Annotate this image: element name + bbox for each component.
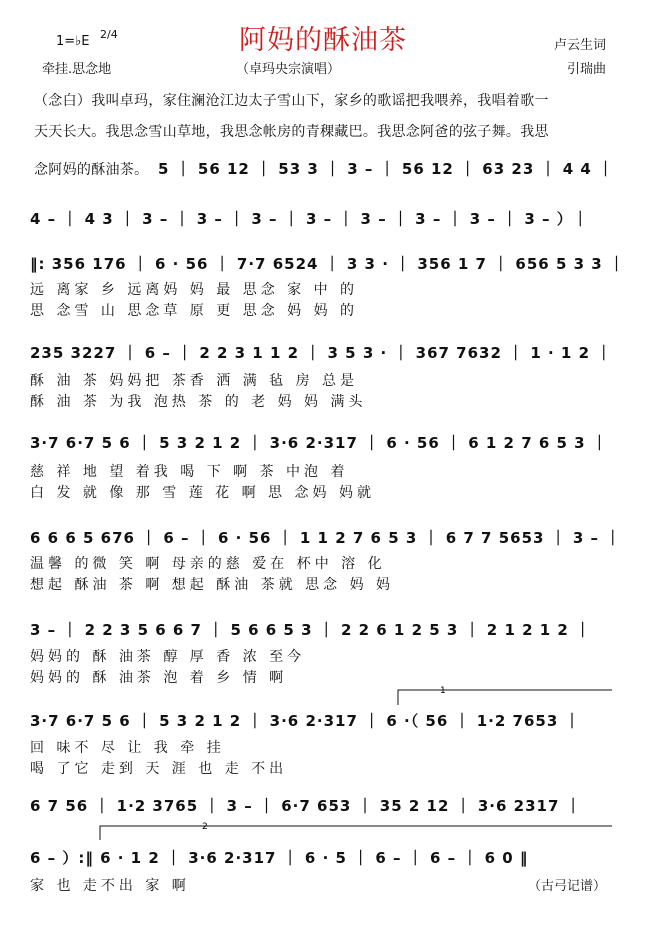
intro-line-2: 天天长大。我思念雪山草地，我思念帐房的青稞藏巴。我思念阿爸的弦子舞。我思 [34, 124, 549, 140]
volta-2-label: 2 [202, 822, 208, 832]
score-row-2-lyrics-verse2: 思 念雪 山 思念草 原 更 思念 妈 妈 的 [30, 303, 359, 319]
score-row-4-lyrics-verse2: 白 发 就 像 那 雪 莲 花 啊 思 念妈 妈就 [30, 485, 375, 501]
score-row-6-lyrics-verse2: 妈妈的 酥 油茶 泡 着 乡 情 啊 [30, 670, 288, 686]
score-row-4-notes: 3·7 6·7 5 6 ｜ 5 3 2 1 2 ｜ 3·6 2·317 ｜ 6 · 56 ｜ 6 1 2 7 6 5 3 ｜ [30, 434, 608, 452]
score-row-8-notes: 6 7 56 ｜ 1·2 3765 ｜ 3 – ｜ 6·7 653 ｜ 35 2 12 ｜ 3·6 2317 ｜ [30, 797, 582, 815]
volta-bracket-1 [398, 690, 612, 705]
volta-bracket-2 [100, 826, 612, 840]
volta-1-label: 1 [440, 686, 446, 696]
intro-line-3: 念阿妈的酥油茶。 [34, 162, 149, 178]
score-row-9-notes: 6 – ）:‖ 6 · 1 2 ｜ 3·6 2·317 ｜ 6 · 5 ｜ 6 – ｜ 6 – ｜ 6 0 ‖ [30, 849, 529, 867]
score-row-1-notes: 4 – ｜ 4 3 ｜ 3 – ｜ 3 – ｜ 3 – ｜ 3 – ｜ 3 – ｜ 3 – ｜ 3 – ｜ 3 – ）｜ [30, 210, 589, 228]
score-row-9-lyrics: 家 也 走不出 家 啊 [30, 878, 190, 894]
performer-credit: （卓玛央宗演唱） [236, 62, 341, 77]
score-row-7-lyrics-verse2: 喝 了它 走到 天 涯 也 走 不出 [30, 761, 288, 777]
key-signature: 1=♭E [56, 34, 90, 49]
score-row-3-notes: 235 3227 ｜ 6 – ｜ 2 2 3 1 1 2 ｜ 3 5 3 · ｜ 367 7632 ｜ 1 · 1 2 ｜ [30, 344, 613, 362]
score-row-3-lyrics-verse2: 酥 油 茶 为我 泡热 茶 的 老 妈 妈 满头 [30, 394, 367, 410]
score-row-2-notes: ‖: 356 176 ｜ 6 · 56 ｜ 7·7 6524 ｜ 3 3 · ｜ 356 1 7 ｜ 656 5 3 3 ｜ [30, 255, 625, 273]
score-row-6-notes: 3 – ｜ 2 2 3 5 6 6 7 ｜ 5 6 6 5 3 ｜ 2 2 6 1 2 5 3 ｜ 2 1 2 1 2 ｜ [30, 621, 592, 639]
score-row-5-notes: 6 6 6 5 676 ｜ 6 – ｜ 6 · 56 ｜ 1 1 2 7 6 5 3 ｜ 6 7 7 5653 ｜ 3 – ｜ [30, 529, 622, 547]
score-row-7-notes: 3·7 6·7 5 6 ｜ 5 3 2 1 2 ｜ 3·6 2·317 ｜ 6 ·（ 56 ｜ 1·2 7653 ｜ [30, 712, 581, 730]
score-row-2-lyrics-verse1: 远 离家 乡 远离妈 妈 最 思念 家 中 的 [30, 282, 359, 298]
score-row-5-lyrics-verse2: 想起 酥油 茶 啊 想起 酥油 茶就 思念 妈 妈 [30, 577, 395, 593]
score-row-6-lyrics-verse1: 妈妈的 酥 油茶 醇 厚 香 浓 至今 [30, 649, 306, 665]
time-signature: 2/4 [100, 28, 118, 41]
editor-credit: 牵挂.思念地 [42, 62, 112, 77]
lyricist-credit: 卢云生词 [553, 38, 606, 53]
intro-notes: 5 ｜ 56 12 ｜ 53 3 ｜ 3 – ｜ 56 12 ｜ 63 23 ｜ 4 4 ｜ [158, 160, 615, 178]
song-title: 阿妈的酥油茶 [239, 25, 407, 56]
score-row-7-lyrics-verse1: 回 味不 尽 让 我 牵 挂 [30, 740, 225, 756]
score-row-5-lyrics-verse1: 温馨 的微 笑 啊 母亲的慈 爱在 杯中 溶 化 [30, 556, 386, 572]
intro-line-1: （念白）我叫卓玛，家住澜沧江边太子雪山下，家乡的歌谣把我喂养，我唱着歌一 [34, 93, 549, 109]
transcriber-credit: （古弓记谱） [527, 879, 606, 894]
composer-credit: 引瑞曲 [566, 62, 606, 77]
score-row-3-lyrics-verse1: 酥 油 茶 妈妈把 茶香 洒 满 毡 房 总是 [30, 373, 359, 389]
score-row-4-lyrics-verse1: 慈 祥 地 望 着我 喝 下 啊 茶 中泡 着 [30, 464, 349, 480]
